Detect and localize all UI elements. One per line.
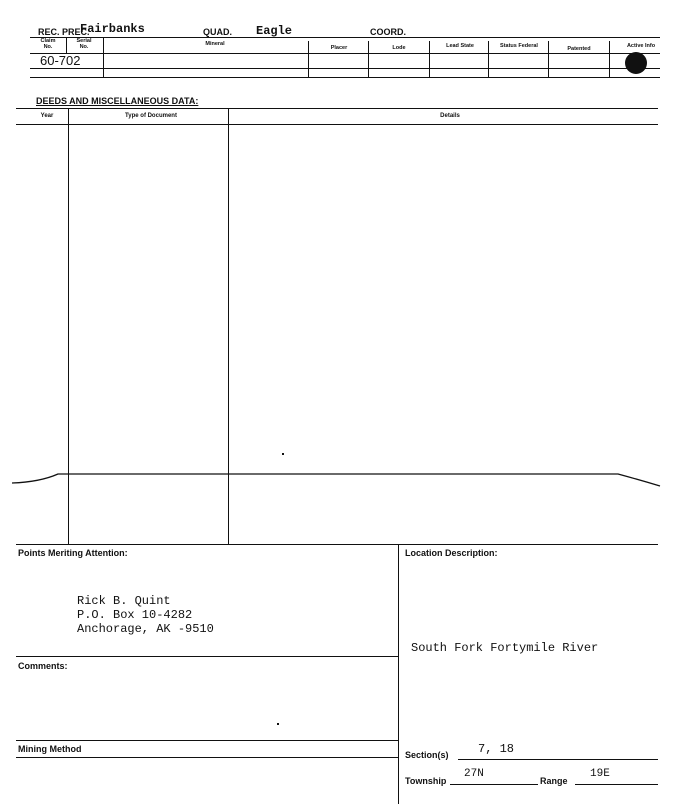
location-description-label: Location Description: bbox=[405, 548, 498, 558]
col-serial-no: Serial No. bbox=[76, 38, 92, 50]
township-value: 27N bbox=[464, 768, 484, 780]
claim-no-value: 60-702 bbox=[40, 53, 81, 68]
sections-value: 7, 18 bbox=[478, 742, 515, 756]
col-claim-no: Claim No. bbox=[40, 38, 56, 50]
col-year: Year bbox=[40, 113, 54, 119]
rec-prec-value: Fairbanks bbox=[80, 22, 145, 36]
points-line-1: Rick B. Quint bbox=[77, 594, 171, 608]
range-value: 19E bbox=[590, 768, 610, 780]
sections-label: Section(s) bbox=[405, 750, 449, 760]
quad-value: Eagle bbox=[256, 24, 293, 38]
location-description-value: South Fork Fortymile River bbox=[411, 641, 599, 655]
col-status-federal: Status Federal bbox=[500, 43, 538, 49]
coord-label: COORD. bbox=[370, 27, 406, 37]
range-label: Range bbox=[540, 776, 568, 786]
col-lead-state: Lead State bbox=[446, 43, 474, 49]
col-mineral: Mineral bbox=[205, 41, 225, 47]
township-label: Township bbox=[405, 776, 447, 786]
rec-prec-label: REC. PREC. bbox=[38, 27, 90, 37]
header-rule bbox=[30, 37, 660, 38]
col-lode: Lode bbox=[392, 45, 406, 51]
points-line-3: Anchorage, AK -9510 bbox=[77, 622, 214, 636]
col-active-info: Active Info bbox=[626, 43, 656, 49]
col-details: Details bbox=[440, 113, 460, 119]
col-patented: Patented bbox=[567, 46, 591, 52]
mining-method-label: Mining Method bbox=[18, 744, 82, 754]
col-placer: Placer bbox=[330, 45, 348, 51]
points-line-2: P.O. Box 10-4282 bbox=[77, 608, 193, 622]
deeds-section-title: DEEDS AND MISCELLANEOUS DATA: bbox=[36, 96, 199, 106]
fold-crease bbox=[0, 465, 678, 495]
points-meriting-attention-label: Points Meriting Attention: bbox=[18, 548, 128, 558]
comments-label: Comments: bbox=[18, 661, 68, 671]
punch-hole-dot bbox=[625, 52, 647, 74]
col-type-of-document: Type of Document bbox=[125, 113, 177, 119]
quad-label: QUAD. bbox=[203, 27, 232, 37]
